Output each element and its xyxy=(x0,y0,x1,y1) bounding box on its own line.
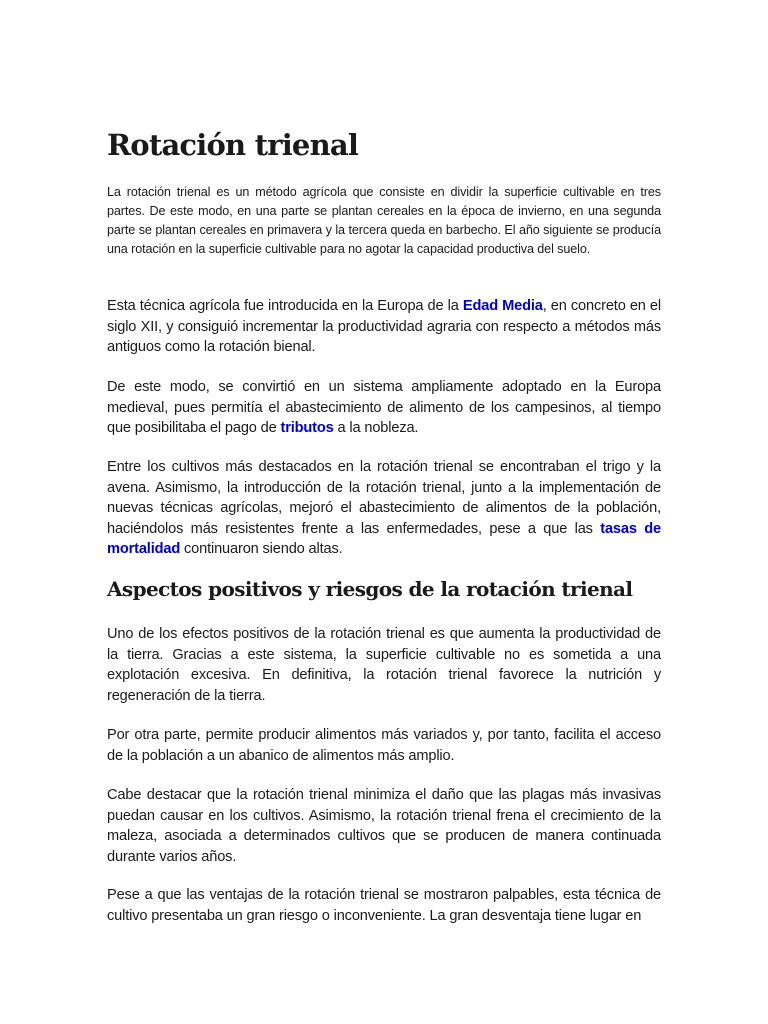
paragraph-text: , en concreto en el siglo XII, y consiguió incrementar la productividad agraria con respecto a métodos más antiguos como la rotación bienal. xyxy=(107,298,661,355)
paragraph-alimentos: Por otra parte, permite producir alimentos más variados y, por tanto, facilita el acceso de la población a un abanico de alimentos más amplio. xyxy=(107,727,661,764)
paragraph-europa xyxy=(107,296,661,358)
page-title: Rotación trienal xyxy=(107,128,359,162)
paragraph-text: continuaron siendo altas. xyxy=(180,541,343,557)
section-heading: Aspectos positivos y riesgos de la rotación trienal xyxy=(107,577,633,601)
link-tasas-de-mortalidad[interactable]: tasas de mortalidad xyxy=(107,520,661,557)
link-edad-media[interactable]: Edad Media xyxy=(462,298,543,314)
paragraph-riesgo: Pese a que las ventajas de la rotación trienal se mostraron palpables, esta técnica de cultivo presentaba un gran riesgo o inconveniente. La gran desventaja tiene lugar en xyxy=(107,887,661,924)
paragraph-text: De este modo, se convirtió en un sistema ampliamente adoptado en la Europa medieval, pues permitía el abastecimiento de alimento de los campesinos, al tiempo que posibilitaba el pago de xyxy=(107,379,661,436)
paragraph-text: a la nobleza. xyxy=(333,420,419,436)
paragraph-text: Esta técnica agrícola fue introducida en la Europa de la xyxy=(107,298,463,314)
intro-paragraph: La rotación trienal es un método agrícola que consiste en dividir la superficie cultivable en tres partes. De este modo, en una parte se plantan cereales en la época de invierno, en una segunda parte se plantan cereales en primavera y la tercera queda en barbecho. El año siguiente se producía una rotación en la superficie cultivable para no agotar la capacidad productiva del suelo. xyxy=(107,185,661,256)
link-tributos[interactable]: tributos xyxy=(280,420,334,436)
paragraph-cultivos xyxy=(107,457,661,560)
paragraph-efectos-positivos: Uno de los efectos positivos de la rotación trienal es que aumenta la productividad de la tierra. Gracias a este sistema, la superficie cultivable no es sometida a una explotación excesiva. En definitiva, la rotación trienal favorece la nutrición y regeneración de la tierra. xyxy=(107,626,661,704)
paragraph-plagas: Cabe destacar que la rotación trienal minimiza el daño que las plagas más invasivas puedan causar en los cultivos. Asimismo, la rotación trienal frena el crecimiento de la maleza, asociada a determinados cultivos que se producen de manera continuada durante varios años. xyxy=(107,787,661,865)
paragraph-text: Entre los cultivos más destacados en la rotación trienal se encontraban el trigo y la avena. Asimismo, la introducción de la rotación trienal, junto a la implementación de nuevas técnicas agrícolas, mejoró el abastecimiento de alimentos de la población, haciéndolos más resistentes frente a las enfermedades, pese a que las xyxy=(107,459,661,537)
paragraph-sistema xyxy=(107,377,661,439)
